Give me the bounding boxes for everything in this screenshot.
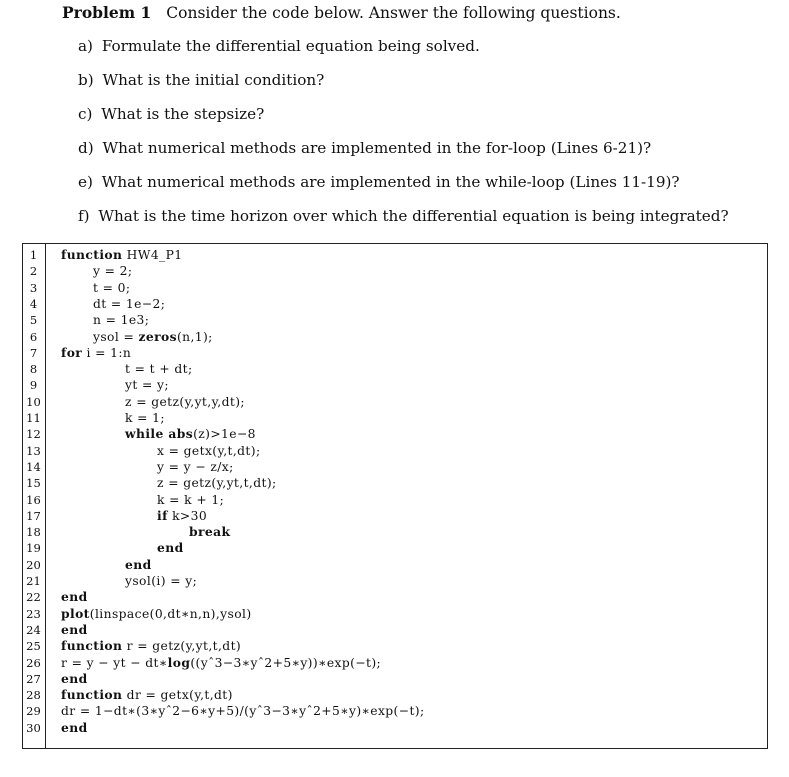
line-number: 7 <box>29 345 38 360</box>
code-line <box>93 280 130 296</box>
question-text: What is the time horizon over which the differential equation is being integrated? <box>98 207 729 225</box>
code-text: k = k + 1; <box>157 492 225 507</box>
code-keyword: end <box>61 621 88 637</box>
question-text: What numerical methods are implemented in the for-loop (Lines 6-21)? <box>102 139 652 157</box>
question-f <box>78 205 729 239</box>
code-line <box>189 524 230 540</box>
code-line <box>157 508 207 524</box>
code-line <box>61 638 241 654</box>
code-keyword: end <box>157 540 184 556</box>
line-number: 3 <box>29 280 38 295</box>
line-number: 27 <box>26 671 41 686</box>
code-keyword: function <box>61 247 123 262</box>
code-text: n = 1e3; <box>93 313 150 328</box>
code-text: t = t + dt; <box>125 362 193 377</box>
question-letter: d) <box>78 139 94 157</box>
code-text: y = y − z/x; <box>157 459 234 474</box>
code-text: HW4_P1 <box>122 248 183 262</box>
question-c <box>78 103 729 137</box>
code-line <box>61 589 88 605</box>
code-keyword: if <box>157 507 168 523</box>
line-number-gutter <box>23 244 46 748</box>
line-number: 17 <box>26 508 41 523</box>
line-number: 30 <box>26 720 41 735</box>
code-line <box>125 557 152 573</box>
line-number: 6 <box>29 329 38 344</box>
code-keyword: function <box>61 638 123 654</box>
problem-heading: Problem 1 <box>62 3 152 22</box>
question-letter: b) <box>78 71 94 89</box>
code-line <box>125 573 197 589</box>
code-keyword: break <box>189 524 231 540</box>
code-text: t = 0; <box>93 280 131 295</box>
code-text: x = getx(y,t,dt); <box>157 443 261 458</box>
code-keyword: for <box>61 344 83 360</box>
code-line <box>93 296 165 312</box>
code-line <box>125 361 192 377</box>
line-number: 28 <box>26 688 41 703</box>
code-text: yt = y; <box>125 378 169 393</box>
code-line <box>125 377 169 393</box>
line-number: 10 <box>26 394 41 409</box>
question-a <box>78 35 729 69</box>
code-line <box>61 720 88 736</box>
line-number: 4 <box>29 296 38 311</box>
code-listing <box>22 243 768 749</box>
line-number: 19 <box>26 541 41 556</box>
code-line <box>93 263 132 279</box>
line-number: 9 <box>29 378 38 393</box>
line-number: 13 <box>26 443 41 458</box>
code-text: r = getz(y,yt,t,dt) <box>122 639 242 654</box>
code-line <box>61 345 131 361</box>
line-number: 14 <box>26 459 41 474</box>
code-line <box>61 606 252 622</box>
line-number: 12 <box>26 427 41 442</box>
line-number: 22 <box>26 590 41 605</box>
question-text: What is the initial condition? <box>102 71 325 89</box>
code-line <box>93 329 213 345</box>
question-text: What numerical methods are implemented in the while-loop (Lines 11-19)? <box>101 173 680 191</box>
code-line <box>157 475 277 491</box>
code-line <box>157 492 224 508</box>
problem-intro: Consider the code below. Answer the following questions. <box>166 4 621 22</box>
line-number: 18 <box>26 525 41 540</box>
code-text: (linspace(0,dt∗n,n),ysol) <box>89 606 252 621</box>
code-line <box>157 540 184 556</box>
code-text: dr = 1−dt∗(3∗yˆ2−6∗y+5)/(yˆ3−3∗yˆ2+5∗y)∗exp(−t); <box>61 704 425 719</box>
line-number: 26 <box>26 655 41 670</box>
line-number: 1 <box>29 248 38 262</box>
line-number: 21 <box>26 574 41 588</box>
line-number: 16 <box>26 492 41 507</box>
code-text: r = y − yt − dt∗ <box>61 655 168 670</box>
code-text: ysol(i) = y; <box>125 574 198 588</box>
code-line <box>157 443 261 459</box>
code-keyword: end <box>61 670 88 686</box>
code-text: ((yˆ3−3∗yˆ2+5∗y))∗exp(−t); <box>190 655 382 670</box>
code-text: ysol = <box>93 329 139 344</box>
question-list <box>78 35 729 239</box>
code-keyword: plot <box>61 605 90 621</box>
code-keyword: while abs <box>125 426 194 442</box>
code-text: z = getz(y,yt,y,dt); <box>125 394 245 409</box>
line-number: 5 <box>29 313 38 328</box>
code-keyword: function <box>61 687 123 703</box>
problem-statement <box>62 3 621 22</box>
line-number: 25 <box>26 639 41 654</box>
code-keyword: end <box>61 719 88 735</box>
code-line <box>125 426 256 442</box>
code-line <box>61 703 425 719</box>
code-line <box>61 247 183 263</box>
code-line <box>61 687 233 703</box>
line-number: 23 <box>26 606 41 621</box>
question-text: What is the stepsize? <box>101 105 265 123</box>
code-text: z = getz(y,yt,t,dt); <box>157 476 277 491</box>
code-line <box>61 671 88 687</box>
question-letter: c) <box>78 105 93 123</box>
code-text: i = 1:n <box>82 345 132 360</box>
line-number: 24 <box>26 622 41 637</box>
code-line <box>125 394 245 410</box>
question-text: Formulate the differential equation being solved. <box>101 37 480 55</box>
question-d <box>78 137 729 171</box>
line-number: 2 <box>29 264 38 279</box>
code-text: (z)>1e−8 <box>193 427 256 442</box>
line-number: 11 <box>26 411 41 425</box>
line-number: 20 <box>26 557 41 572</box>
code-keyword: zeros <box>138 328 177 344</box>
code-line <box>157 459 234 475</box>
code-keyword: log <box>167 654 191 670</box>
question-e <box>78 171 729 205</box>
code-line <box>61 622 88 638</box>
question-letter: f) <box>78 207 90 225</box>
code-line <box>93 312 149 328</box>
code-line <box>125 410 165 426</box>
line-number: 8 <box>29 362 38 377</box>
code-text: (n,1); <box>176 329 213 344</box>
code-keyword: end <box>61 589 88 605</box>
code-text: k = 1; <box>125 411 165 425</box>
question-b <box>78 69 729 103</box>
code-text: y = 2; <box>93 264 133 279</box>
question-letter: e) <box>78 173 93 191</box>
code-text: dr = getx(y,t,dt) <box>122 688 233 703</box>
line-number: 29 <box>26 704 41 719</box>
code-keyword: end <box>125 556 152 572</box>
code-text: dt = 1e−2; <box>93 296 166 311</box>
question-letter: a) <box>78 37 93 55</box>
code-text: k>30 <box>167 508 208 523</box>
line-number: 15 <box>26 476 41 491</box>
code-line <box>61 655 381 671</box>
